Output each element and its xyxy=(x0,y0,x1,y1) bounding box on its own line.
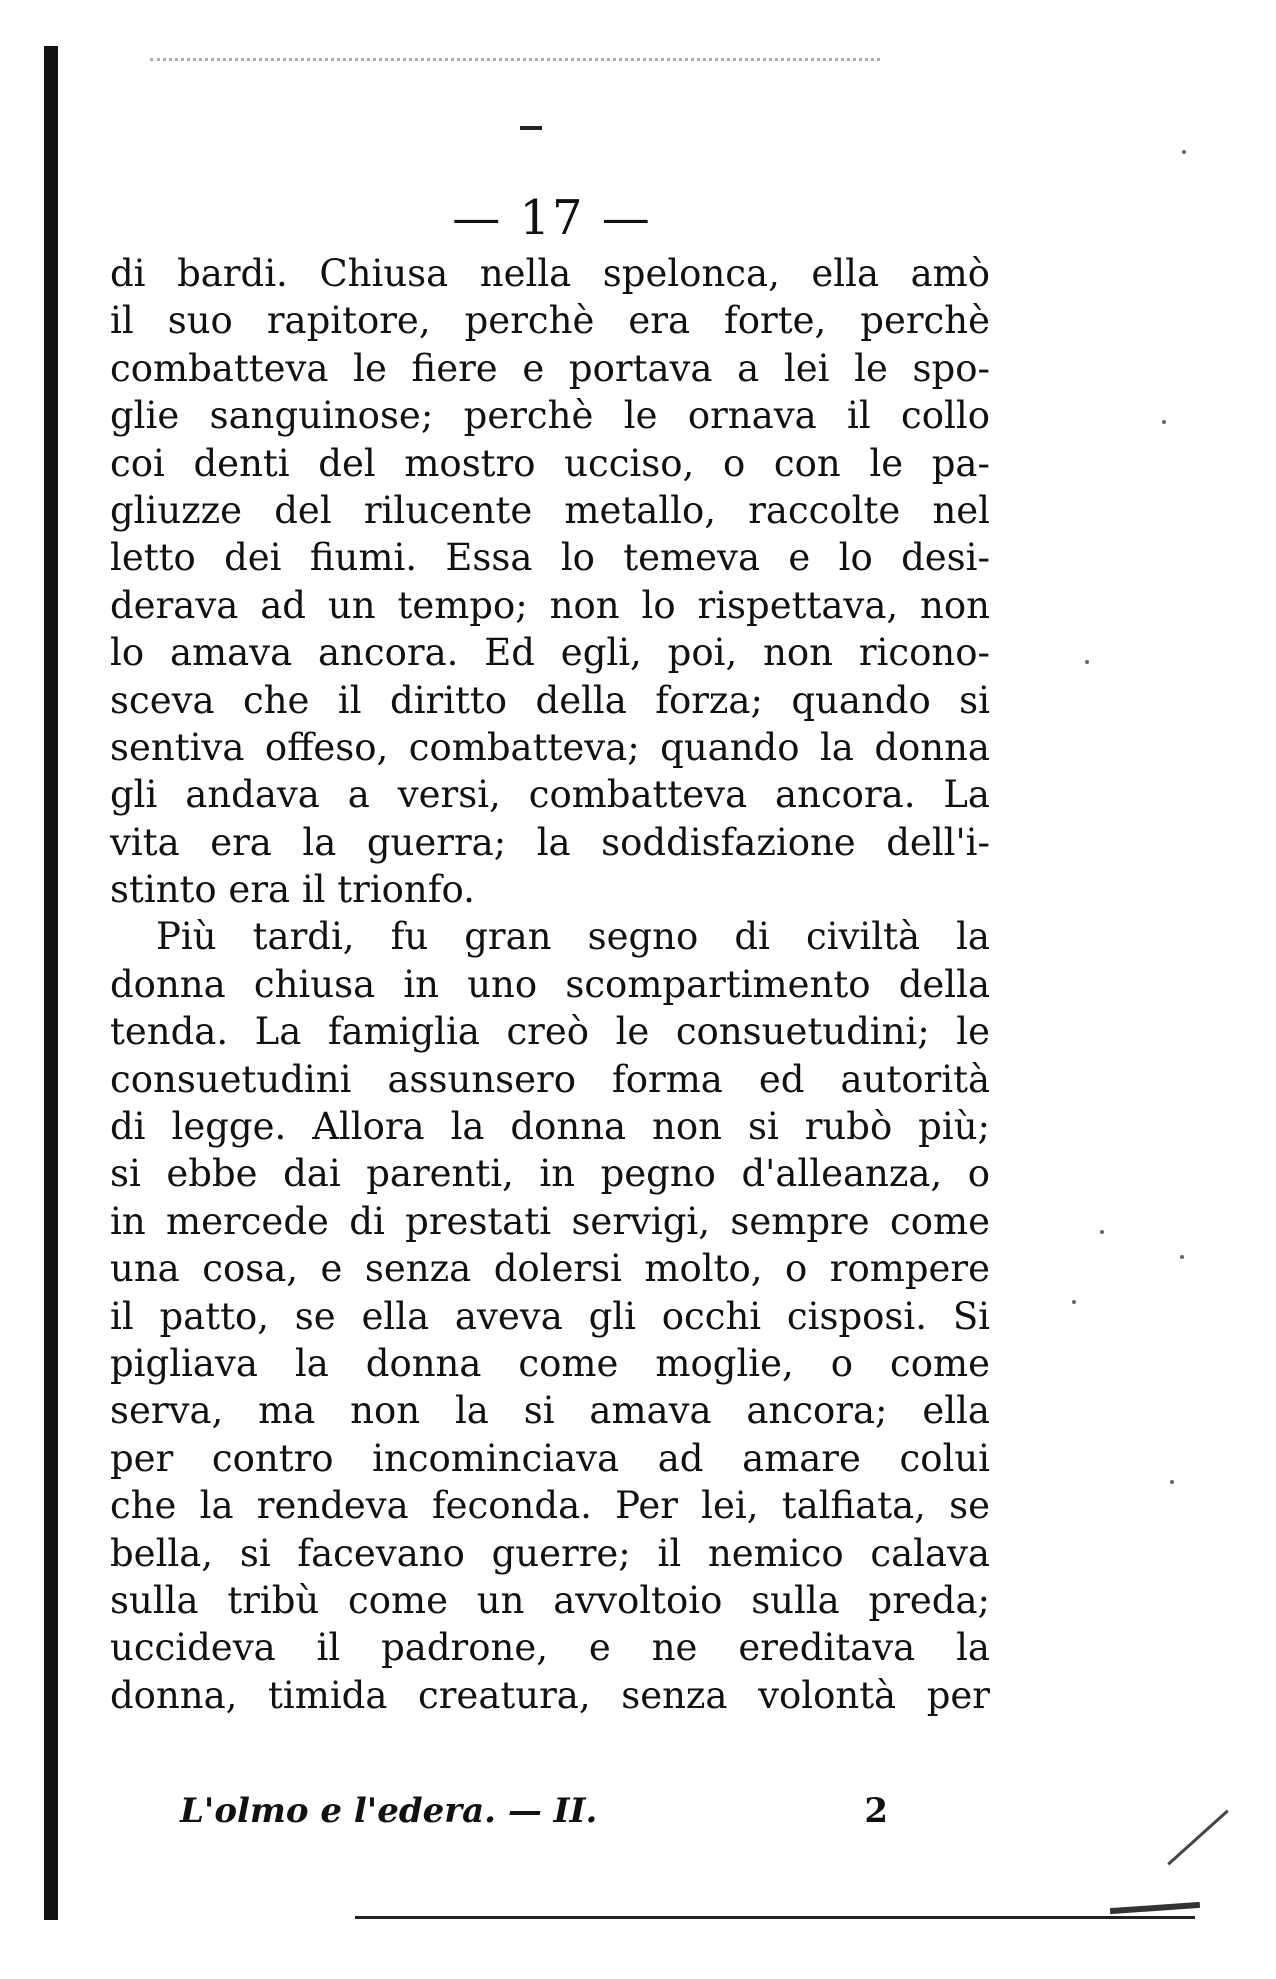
text-line: per contro incominciava ad amare colui xyxy=(110,1436,990,1480)
scan-speck xyxy=(1162,420,1166,424)
text-line: pigliava la donna come moglie, o come xyxy=(110,1341,990,1385)
text-line: il patto, se ella aveva gli occhi cisposi. Si xyxy=(110,1294,990,1338)
text-line: combatteva le fiere e portava a lei le spo- xyxy=(110,346,990,390)
text-line: bella, si facevano guerre; il nemico calava xyxy=(110,1531,990,1575)
text-line: lo amava ancora. Ed egli, poi, non ricono- xyxy=(110,631,990,675)
text-line: letto dei fiumi. Essa lo temeva e lo desi- xyxy=(110,536,990,580)
scan-speck xyxy=(1085,660,1089,664)
scan-speck xyxy=(1180,1255,1184,1259)
text-line: derava ad un tempo; non lo rispettava, non xyxy=(110,583,990,627)
scan-corner-mark xyxy=(1167,1810,1228,1866)
text-line: coi denti del mostro ucciso, o con le pa- xyxy=(110,441,990,485)
scan-speck xyxy=(1072,1300,1076,1304)
text-line: di legge. Allora la donna non si rubò più; xyxy=(110,1105,990,1149)
text-line: Più tardi, fu gran segno di civiltà la xyxy=(156,915,990,959)
body-text xyxy=(110,250,990,1719)
scan-edge-line xyxy=(355,1916,1195,1919)
text-line: una cosa, e senza dolersi molto, o rompere xyxy=(110,1247,990,1291)
text-line: il suo rapitore, perchè era forte, perchè xyxy=(110,299,990,343)
scan-speck xyxy=(1170,1480,1174,1484)
scan-mark xyxy=(520,126,542,130)
text-line: serva, ma non la si amava ancora; ella xyxy=(110,1389,990,1433)
text-line: che la rendeva feconda. Per lei, talfiata, se xyxy=(110,1484,990,1528)
text-line: gli andava a versi, combatteva ancora. La xyxy=(110,773,990,817)
scan-edge-smudge xyxy=(1110,1902,1200,1914)
page-number: — 17 — xyxy=(452,190,652,246)
text-line: consuetudini assunsero forma ed autorità xyxy=(110,1057,990,1101)
running-title: L'olmo e l'edera. — II. xyxy=(180,1791,598,1831)
scan-speck xyxy=(1100,1230,1104,1234)
text-line: stinto era il trionfo. xyxy=(110,868,475,912)
text-line: sulla tribù come un avvoltoio sulla preda; xyxy=(110,1578,990,1622)
scan-speck xyxy=(1182,150,1186,154)
text-line: glie sanguinose; perchè le ornava il collo xyxy=(110,394,990,438)
text-line: in mercede di prestati servigi, sempre come xyxy=(110,1199,990,1243)
text-line: tenda. La famiglia creò le consuetudini; le xyxy=(110,1010,990,1054)
text-line: gliuzze del rilucente metallo, raccolte nel xyxy=(110,488,990,532)
text-line: di bardi. Chiusa nella spelonca, ella amò xyxy=(110,252,990,295)
text-line: donna, timida creatura, senza volontà per xyxy=(110,1673,990,1717)
scan-noise-top xyxy=(150,58,880,75)
text-line: sentiva offeso, combatteva; quando la donna xyxy=(110,725,990,769)
text-line: donna chiusa in uno scompartimento della xyxy=(110,962,990,1006)
text-line: vita era la guerra; la soddisfazione dell'i- xyxy=(110,820,990,864)
text-line: sceva che il diritto della forza; quando si xyxy=(110,678,990,722)
text-line: si ebbe dai parenti, in pegno d'alleanza, o xyxy=(110,1152,990,1196)
signature-mark: 2 xyxy=(864,1791,888,1831)
binding-edge xyxy=(44,46,58,1920)
page-footer xyxy=(180,1786,920,1836)
text-line: uccideva il padrone, e ne ereditava la xyxy=(110,1626,990,1670)
